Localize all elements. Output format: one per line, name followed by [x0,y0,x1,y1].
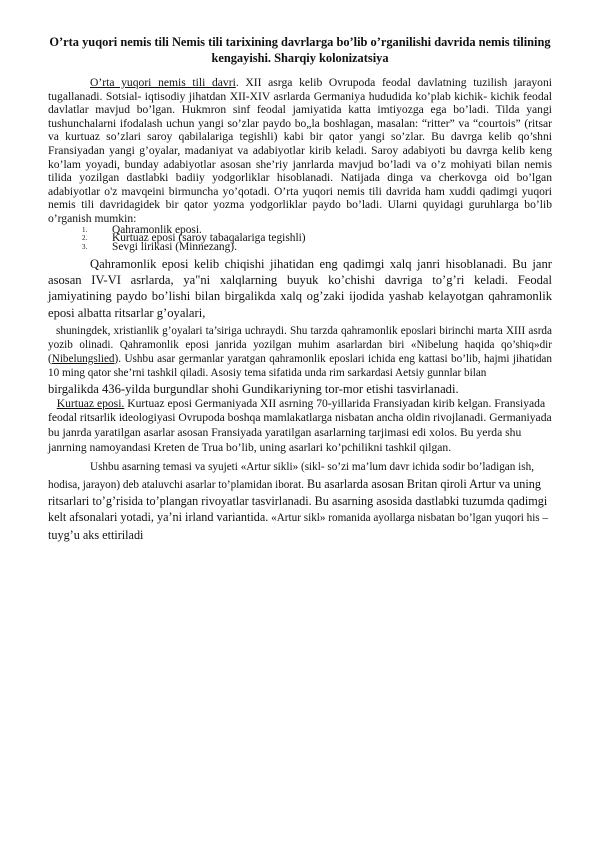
artur-text-end: tuyg’u aks ettiriladi [48,527,144,542]
list-label: Qahramonlik eposi. [112,223,202,236]
nibelung-text-before: shuningdek, xristianlik g’oyalari ta’siriga uchraydi. Shu tarzda qahramonlik eposlari birinchi marta XIII asrda yozib olinadi. Qahramonlik eposi janrida yozilgan muhim asarlardan biri «Nibelung haqida qo’shiq»dir ( [48,324,552,366]
list-number: 2. [82,234,88,243]
nibelung-text-after: ). Ushbu asar germanlar yaratgan qahramonlik eposlari ichida eng kattasi bo’lib, hajmi jihatidan 10 ming qator she’rni tashkil qiladi. Asosiy tema sifatida unda rim sarkardasi Aetsiy gunnlar bilan [48,353,552,380]
list-item [82,243,552,252]
artur-text-small: Ushbu asarning temasi va syujeti «Artur sikli» (sikl- so’zi ma’lum davr ichida sodir bo’ladigan ish, hodisa, jarayon) deb ataluvchi asarlar to’plamidan iborat. [48,461,534,491]
list-number: 3. [82,243,88,252]
paragraph-nibelung [48,324,552,381]
courtly-term: Kurtuaz eposi. [56,396,125,410]
artur-text-main: Bu asarlarda asosan Britan qiroli Artur va uning ritsarlari to’g’risida to’plangan rivoyatlar tasvirlanadi. Bu asarning asosida dastlabki tuzumda qadimgi kelt afsonalari yotadi, ya’ni irland variantida. [48,476,548,525]
list-number: 1. [82,225,88,234]
artur-text-small-2: «Artur sikl» romanida ayollarga nisbatan bo’lgan yuqori his – [268,512,549,525]
paragraph-artur [48,458,552,543]
paragraph-courtly-epic [48,397,552,455]
stages-list [48,223,552,254]
list-label: Sevgi lirikasi (Minnezang). [112,241,237,254]
courtly-text: Kurtuaz eposi Germaniyada XII asrning 70-yillarida Fransiyadan kirib kelgan. Fransiyada feodal ritsarlik ideologiyasi Ovrupoda boshqa mamlakatlarga nisbatan ancha oldin rivojlanadi. Germaniyada bu janrda yaratilgan asarlar asosan Fransiyada yaratilgan asarlarning tarjimasi edi xolos. Bu yerda shu janrning namoyandasi Kreten de Trua bo’lib, uning asarlari ko’pchilikni tashkil qilgan. [48,396,552,454]
period-term: O’rta yuqori nemis tili davri [90,76,236,89]
intro-text: . XII asrga kelib Ovrupoda feodal davlatning tuzilish jarayoni tugallanadi. Sotsial- iqtisodiy jihatdan XII-XIV asrlarda Germaniya hududida ko’plab kichik- kichik feodal davlatlar mavjud bo’lgan. Hukmron sinf feodal jamiyatida katta imtiyozga ega bo’ladi. Tilda yangi tushunchalarni ifodalash uchun yangi so’zlar paydo bo„la boshlagan, masalan: “ritter” va “courtois” (ritsar va kurtuaz so’zlari saroy qabilalariga tegishli) kabi bir qator yangi so’zlar. Bu davrga kelib qo’shni Fransiyadan yangi g’oyalar, madaniyat va adabiyotlar kirib keladi. Saroy adabiyoti bu davrga kelib keng ko’lam yoyadi, bunday adabiyotlar asosan she’riy janrlarda mavjud bo’ladi va o’z mohiyati bilan nemis tilida yozilgan dastlabki badiiy yodgorliklar hisoblanadi. Natijada dinga va cherkovga oid bo’lgan adabiyotlar o'z mavqeini birmuncha yo’qotadi. O’rta yuqori nemis tili davrida ham xuddi qadimgi yuqori nemis tili davridagidek bir qator yozma yodgorliklar paydo bo’ladi. Ularni quyidagi guruhlarga bo’lib o’rganish mumkin: [48,76,552,225]
document-page [48,34,552,543]
paragraph-heroic-epic: Qahramonlik eposi kelib chiqishi jihatidan eng qadimgi xalq janri hisoblanadi. Bu janr asosan IV-VI asrlarda, ya"ni xalqlarning buyuk ko’chishi davriga to’g’ri keladi. Feodal jamiyatining paydo bo’lishi bilan birgalikda xalq og’zaki ijodida yashab kelayotgan qahramonlik eposi albatta ritsarlar g’oyalari, [48,256,552,320]
list-label: Kurtuaz eposi (saroy tabaqalariga tegishli) [112,232,306,245]
paragraph-nibelung-tail: birgalikda 436-yilda burgundlar shohi Gundikariyning tor-mor etishi tasvirlanadi. [48,381,459,396]
document-title: O’rta yuqori nemis tili Nemis tili tarixining davrlarga bo’lib o’rganilishi davrida nemis tilining kengayishi. Sharqiy kolonizatsiya [49,35,551,65]
nibelungslied-term: Nibelungslied [51,353,115,366]
paragraph-intro [48,76,552,226]
